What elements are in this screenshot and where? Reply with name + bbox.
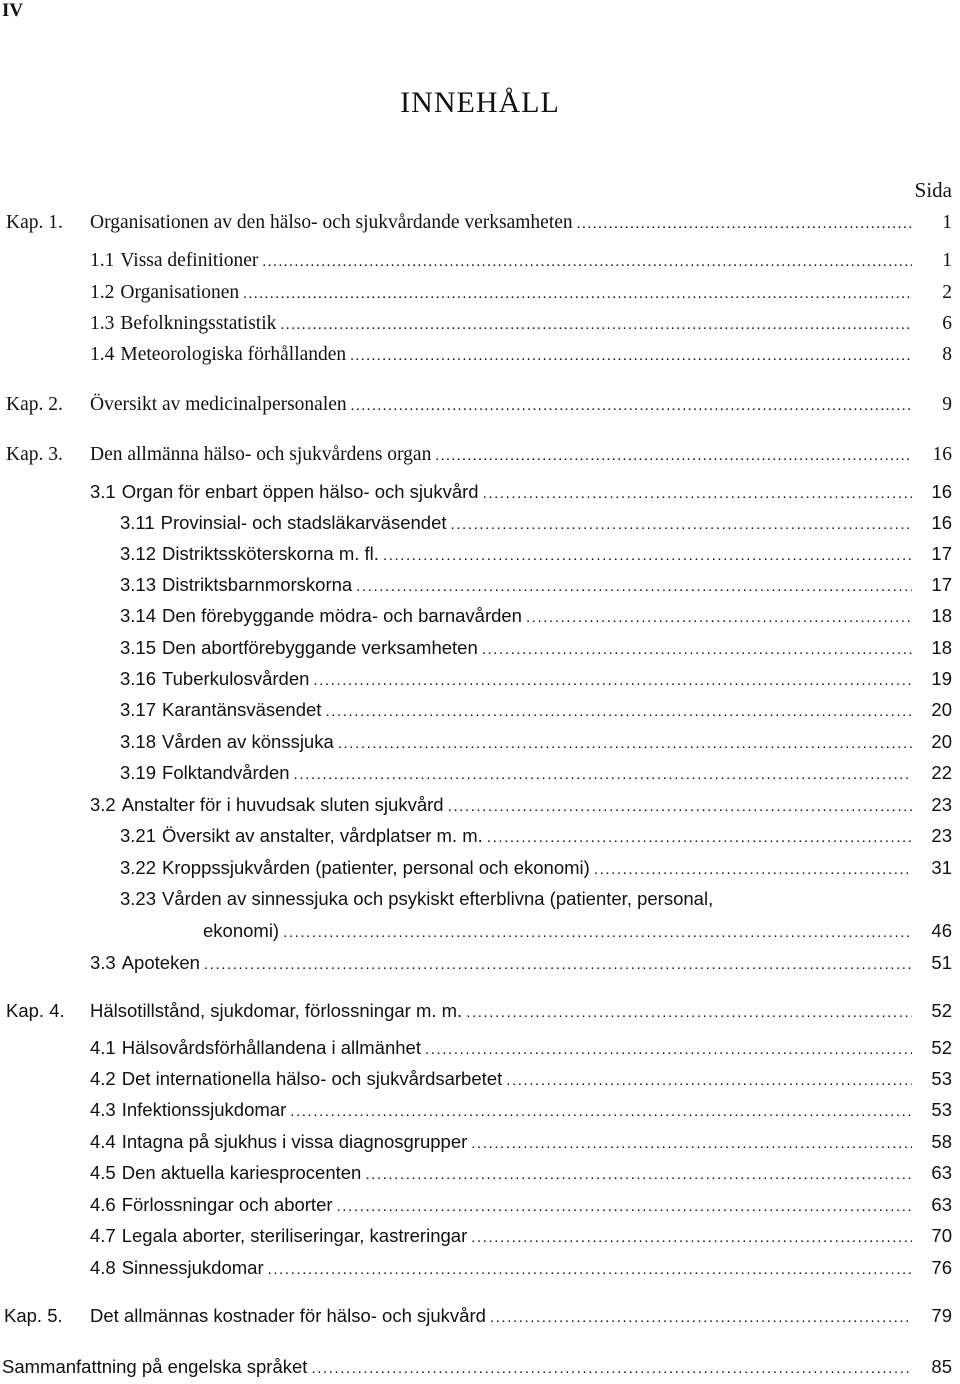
toc-entry <box>0 1354 960 1380</box>
toc-entry <box>0 823 960 849</box>
page-ref: 52 <box>931 1000 952 1021</box>
dot-leader <box>435 443 912 469</box>
dot-leader <box>506 1068 912 1094</box>
section-number: 4.7 <box>90 1225 116 1246</box>
page-ref: 18 <box>931 637 952 658</box>
dot-leader <box>482 637 912 663</box>
section-number: 3.21 <box>120 825 157 846</box>
page-ref: 76 <box>931 1257 952 1278</box>
page-ref: 2 <box>942 282 952 303</box>
entry-title: Vården av könssjuka <box>162 731 334 752</box>
chapter-label: Kap. 3. <box>6 444 63 465</box>
dot-leader <box>338 731 912 757</box>
dot-leader <box>483 481 912 507</box>
dot-leader <box>243 281 912 307</box>
entry-title: Meteorologiska förhållanden <box>120 344 347 365</box>
dot-leader <box>471 1225 912 1251</box>
dot-leader <box>283 920 912 946</box>
page-ref: 53 <box>931 1099 952 1120</box>
toc-entry <box>0 697 960 723</box>
dot-leader <box>471 1131 912 1157</box>
page-ref: 23 <box>931 825 952 846</box>
toc-entry <box>0 998 960 1024</box>
page-ref: 53 <box>931 1068 952 1089</box>
entry-title: Intagna på sjukhus i vissa diagnosgrupper <box>121 1131 468 1152</box>
page-title: INNEHÅLL <box>400 86 560 119</box>
toc-entry <box>0 392 960 418</box>
section-number: 3.23 <box>120 888 157 909</box>
entry-title: Tuberkulosvården <box>162 668 310 689</box>
page-ref: 20 <box>931 699 952 720</box>
entry-title: Hälsotillstånd, sjukdomar, förlossningar m. m. <box>90 1000 463 1021</box>
toc-entry <box>0 510 960 536</box>
entry-title: Anstalter för i huvudsak sluten sjukvård <box>121 794 444 815</box>
page-ref: 8 <box>942 344 952 365</box>
dot-leader <box>487 825 912 851</box>
section-number: 3.15 <box>120 637 157 658</box>
entry-title: Kroppssjukvården (patienter, personal och ekonomi) <box>162 857 590 878</box>
page-ref: 22 <box>931 762 952 783</box>
dot-leader <box>350 343 912 369</box>
entry-title: Översikt av anstalter, vårdplatser m. m. <box>162 825 483 846</box>
page-ref: 20 <box>931 731 952 752</box>
toc-entry <box>0 572 960 598</box>
dot-leader <box>356 574 912 600</box>
toc-entry <box>0 342 960 368</box>
entry-title: Det allmännas kostnader för hälso- och sjukvård <box>90 1305 486 1326</box>
entry-title: Distriktssköterskorna m. fl. <box>162 543 379 564</box>
dot-leader <box>526 605 912 631</box>
toc-entry <box>0 1255 960 1281</box>
toc-entry <box>0 1066 960 1092</box>
page-ref: 16 <box>931 512 952 533</box>
entry-title: Sinnessjukdomar <box>121 1257 264 1278</box>
dot-leader <box>577 211 912 237</box>
entry-title: Legala aborter, steriliseringar, kastreringar <box>121 1225 468 1246</box>
dot-leader <box>204 952 912 978</box>
toc-entry <box>0 635 960 661</box>
chapter-label: Kap. 2. <box>6 394 63 415</box>
entry-title: Folktandvården <box>162 762 290 783</box>
page-ref: 1 <box>942 212 952 233</box>
toc-entry <box>0 950 960 976</box>
page-ref: 63 <box>931 1162 952 1183</box>
dot-leader <box>313 668 912 694</box>
toc-entry <box>0 603 960 629</box>
section-number: 4.1 <box>90 1037 116 1058</box>
page-ref: 52 <box>931 1037 952 1058</box>
toc-entry <box>0 442 960 468</box>
entry-title: Apoteken <box>121 952 200 973</box>
page-ref: 17 <box>931 574 952 595</box>
page-ref: 1 <box>942 250 952 271</box>
entry-title: Den allmänna hälso- och sjukvårdens organ <box>90 444 432 465</box>
toc-entry <box>0 760 960 786</box>
toc-entry <box>0 886 960 912</box>
page-ref: 19 <box>931 668 952 689</box>
page-ref: 58 <box>931 1131 952 1152</box>
toc-entry <box>0 666 960 692</box>
toc-entry <box>0 541 960 567</box>
dot-leader <box>325 699 912 725</box>
entry-title: Infektionssjukdomar <box>121 1099 287 1120</box>
dot-leader <box>466 1000 912 1026</box>
page-ref: 51 <box>931 952 952 973</box>
entry-title: Den förebyggande mödra- och barnavården <box>162 605 522 626</box>
section-number: 4.6 <box>90 1194 116 1215</box>
dot-leader <box>451 512 912 538</box>
dot-leader <box>594 857 912 883</box>
toc-entry <box>0 1160 960 1186</box>
page-ref: 79 <box>931 1305 952 1326</box>
entry-title: Förlossningar och aborter <box>121 1194 333 1215</box>
page-ref: 31 <box>931 857 952 878</box>
section-number: 1.3 <box>90 313 115 334</box>
section-number: 4.2 <box>90 1068 116 1089</box>
section-number: 1.2 <box>90 282 115 303</box>
entry-title: Hälsovårdsförhållandena i allmänhet <box>121 1037 421 1058</box>
chapter-label: Kap. 4. <box>6 1000 65 1021</box>
entry-title: Provinsial- och stadsläkarväsendet <box>160 512 447 533</box>
section-number: 3.11 <box>120 512 155 533</box>
chapter-label: Kap. 1. <box>6 212 63 233</box>
dot-leader <box>294 762 912 788</box>
page-column-header: Sida <box>914 178 952 202</box>
toc-entry <box>0 1035 960 1061</box>
section-number: 3.1 <box>90 481 116 502</box>
toc-entry <box>0 855 960 881</box>
dot-leader <box>280 312 912 338</box>
section-number: 3.14 <box>120 605 157 626</box>
toc-entry <box>0 1223 960 1249</box>
entry-title: Organisationen <box>120 282 240 303</box>
entry-title: Organ för enbart öppen hälso- och sjukvård <box>121 481 479 502</box>
section-number: 3.17 <box>120 699 157 720</box>
page-ref: 23 <box>931 794 952 815</box>
toc-entry <box>0 248 960 274</box>
toc-entry <box>0 918 960 944</box>
dot-leader <box>365 1162 912 1188</box>
page-ref: 18 <box>931 605 952 626</box>
entry-title: Karantänsväsendet <box>162 699 322 720</box>
entry-title: Översikt av medicinalpersonalen <box>90 394 347 415</box>
section-number: 3.16 <box>120 668 157 689</box>
entry-title: Den abortförebyggande verksamheten <box>162 637 478 658</box>
section-number: 4.8 <box>90 1257 116 1278</box>
toc-entry <box>0 210 960 236</box>
page-ref: 63 <box>931 1194 952 1215</box>
dot-leader <box>337 1194 912 1220</box>
entry-title: Vissa definitioner <box>120 250 259 271</box>
toc-entry <box>0 311 960 337</box>
toc-entry <box>0 729 960 755</box>
toc-entry <box>0 792 960 818</box>
page-ref: 85 <box>931 1356 952 1377</box>
section-number: 1.4 <box>90 344 115 365</box>
section-number: 4.3 <box>90 1099 116 1120</box>
toc-entry <box>0 1192 960 1218</box>
page-ref: 16 <box>931 481 952 502</box>
page-number: IV <box>2 0 24 21</box>
entry-title: Distriktsbarnmorskorna <box>162 574 353 595</box>
page-ref: 70 <box>931 1225 952 1246</box>
section-number: 3.3 <box>90 952 116 973</box>
dot-leader <box>490 1305 912 1331</box>
section-number: 4.4 <box>90 1131 116 1152</box>
page-ref: 17 <box>931 543 952 564</box>
dot-leader <box>290 1099 912 1125</box>
entry-title: Befolkningsstatistik <box>120 313 277 334</box>
entry-title: ekonomi) <box>203 920 280 941</box>
toc-entry <box>0 479 960 505</box>
dot-leader <box>262 249 912 275</box>
page-ref: 9 <box>942 394 952 415</box>
section-number: 4.5 <box>90 1162 116 1183</box>
entry-title: Vården av sinnessjuka och psykiskt efterblivna (patienter, personal, <box>162 888 714 909</box>
dot-leader <box>268 1257 912 1283</box>
toc-entry <box>0 280 960 306</box>
dot-leader <box>311 1356 912 1382</box>
chapter-label: Kap. 5. <box>4 1305 63 1326</box>
page-ref: 6 <box>942 313 952 334</box>
toc-entry <box>0 1097 960 1123</box>
section-number: 3.12 <box>120 543 157 564</box>
dot-leader <box>383 543 912 569</box>
toc-entry <box>0 1303 960 1329</box>
section-number: 3.22 <box>120 857 157 878</box>
dot-leader <box>351 393 912 419</box>
entry-title: Sammanfattning på engelska språket <box>2 1356 308 1377</box>
section-number: 1.1 <box>90 250 115 271</box>
entry-title: Den aktuella kariesprocenten <box>121 1162 362 1183</box>
section-number: 3.2 <box>90 794 116 815</box>
dot-leader <box>425 1037 912 1063</box>
dot-leader <box>448 794 912 820</box>
section-number: 3.18 <box>120 731 157 752</box>
section-number: 3.19 <box>120 762 157 783</box>
section-number: 3.13 <box>120 574 157 595</box>
entry-title: Organisationen av den hälso- och sjukvårdande verksamheten <box>90 212 573 233</box>
page-ref: 46 <box>931 920 952 941</box>
page-ref: 16 <box>932 444 952 465</box>
entry-title: Det internationella hälso- och sjukvårdsarbetet <box>121 1068 503 1089</box>
toc-entry <box>0 1129 960 1155</box>
